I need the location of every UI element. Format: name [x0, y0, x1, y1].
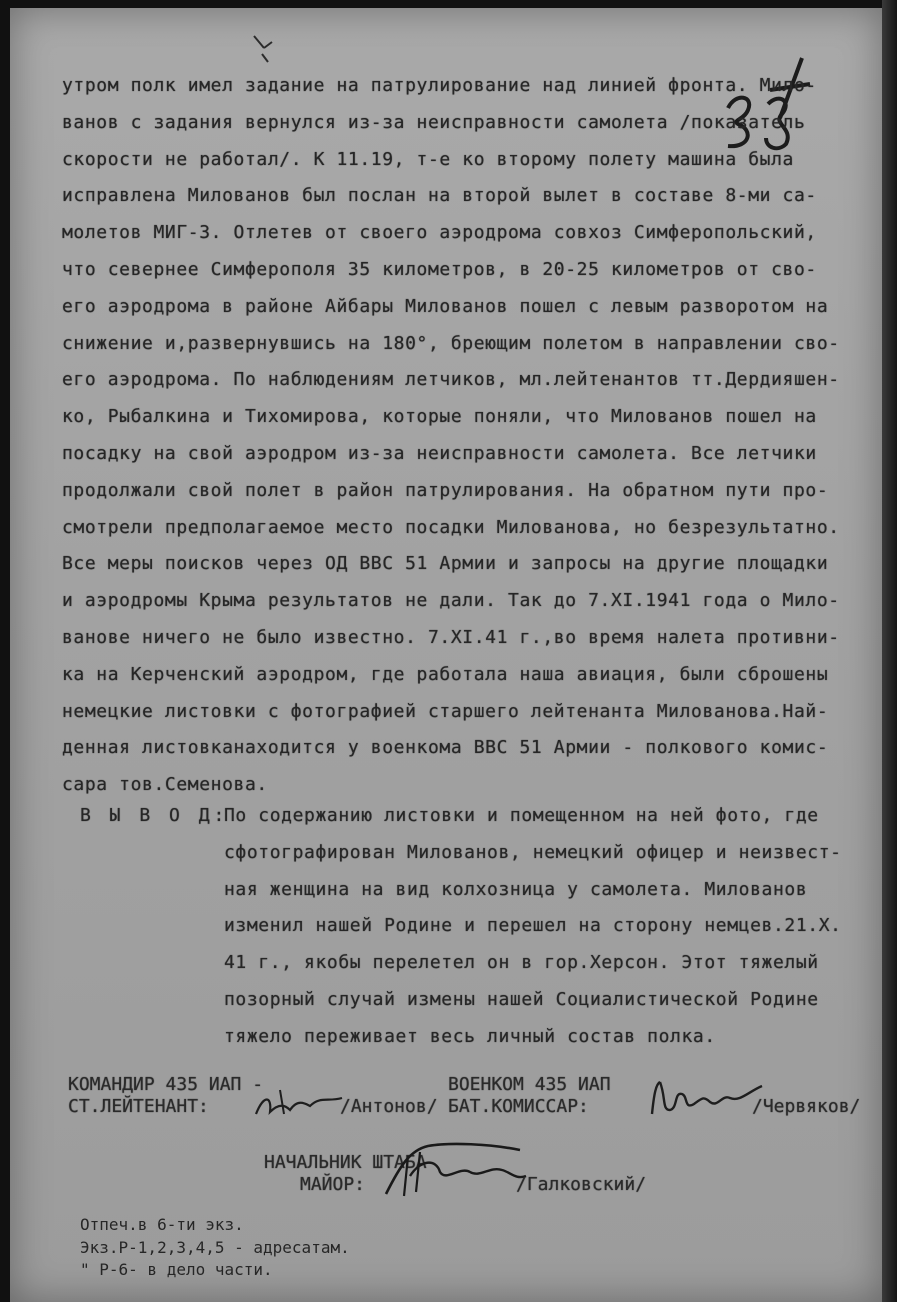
text-line: скорости не работал/. К 11.19, т-е ко второму полету машина была [62, 148, 794, 170]
text-line: сара тов.Семенова. [62, 774, 268, 796]
text-line: 41 г., якобы перелетел он в гор.Херсон. Этот тяжелый [224, 952, 819, 974]
report-body [62, 68, 852, 804]
chief-of-staff-name: /Галковский/ [516, 1174, 647, 1195]
chief-of-staff-rank: МАЙОР: [300, 1174, 366, 1195]
text-line: что севернее Симферополя 35 километров, в 20-25 километров от сво- [62, 258, 817, 280]
text-line: По содержанию листовки и помещенном на ней фото, где [224, 805, 819, 826]
text-line: молетов МИГ-3. Отлетев от своего аэродрома совхоз Симферопольский, [62, 222, 817, 244]
text-line: его аэродрома в районе Айбары Милованов пошел с левым разворотом на [62, 295, 829, 317]
text-line: денная листовканаходится у военкома ВВС 51 Армии - полкового комис- [62, 737, 829, 759]
commander-title: КОМАНДИР 435 ИАП - [68, 1074, 264, 1095]
text-line: продолжали свой полет в район патрулирования. На обратном пути про- [62, 479, 829, 501]
commander-signature [250, 1084, 350, 1124]
commander-rank: СТ.ЛЕЙТЕНАНТ: [68, 1096, 209, 1117]
text-line: посадку на свой аэродром из-за неисправности самолета. Все летчики [62, 442, 817, 464]
text-line: Отпеч.в 6-ти экз. [80, 1215, 244, 1234]
distribution-note [80, 1214, 350, 1282]
pencil-tick-mark [250, 32, 290, 68]
text-line: ная женщина на вид колхозница у самолета. Милованов [224, 878, 808, 900]
commissar-name: /Червяков/ [752, 1096, 861, 1117]
text-line: исправлена Милованов был послан на второй вылет в составе 8-ми са- [62, 185, 817, 207]
text-line: ванове ничего не было известно. 7.ХI.41 г.,во время налета противни- [62, 626, 840, 648]
text-line: и аэродромы Крыма результатов не дали. Так до 7.ХI.1941 года о Мило- [62, 590, 840, 612]
text-line: ко, Рыбалкина и Тихомирова, которые поняли, что Милованов пошел на [62, 406, 817, 428]
text-line: Все меры поисков через ОД ВВС 51 Армии и запросы на другие площадки [62, 553, 829, 575]
text-line: снижение и,развернувшись на 180°, бреющим полетом в направлении сво- [62, 332, 840, 354]
conclusion-heading: В Ы В О Д: [80, 805, 229, 826]
commissar-rank: БАТ.КОМИССАР: [448, 1096, 589, 1117]
chief-of-staff-title: НАЧАЛЬНИК ШТАБА [264, 1152, 427, 1173]
text-line: ванов с задания вернулся из-за неисправности самолета /показатель [62, 111, 806, 133]
text-line: его аэродрома. По наблюдениям летчиков, мл.лейтенантов тт.Дердияшен- [62, 369, 840, 391]
text-line: " Р-6- в дело части. [80, 1260, 273, 1279]
chief-of-staff-signature [380, 1136, 530, 1200]
text-line: Экз.Р-1,2,3,4,5 - адресатам. [80, 1237, 350, 1257]
text-line: немецкие листовки с фотографией старшего лейтенанта Милованова.Най- [62, 700, 829, 722]
conclusion-text [224, 798, 842, 1056]
text-line: изменил нашей Родине и перешел на сторону немцев.21.Х. [224, 915, 842, 937]
document-page [10, 8, 882, 1302]
scan-edge-shadow [882, 0, 897, 1302]
commander-name: /Антонов/ [340, 1096, 438, 1117]
text-line: сфотографирован Милованов, немецкий офицер и неизвест- [224, 841, 842, 863]
text-line: утром полк имел задание на патрулирование над линией фронта. Мило- [62, 75, 817, 96]
text-line: позорный случай измены нашей Социалистической Родине [224, 988, 819, 1010]
text-line: тяжело переживает весь личный состав полка. [224, 1025, 716, 1047]
text-line: ка на Керченский аэродром, где работала наша авиация, были сброшены [62, 663, 829, 685]
text-line: смотрели предполагаемое место посадки Милованова, но безрезультатно. [62, 516, 840, 538]
commissar-title: ВОЕНКОМ 435 ИАП [448, 1074, 611, 1095]
